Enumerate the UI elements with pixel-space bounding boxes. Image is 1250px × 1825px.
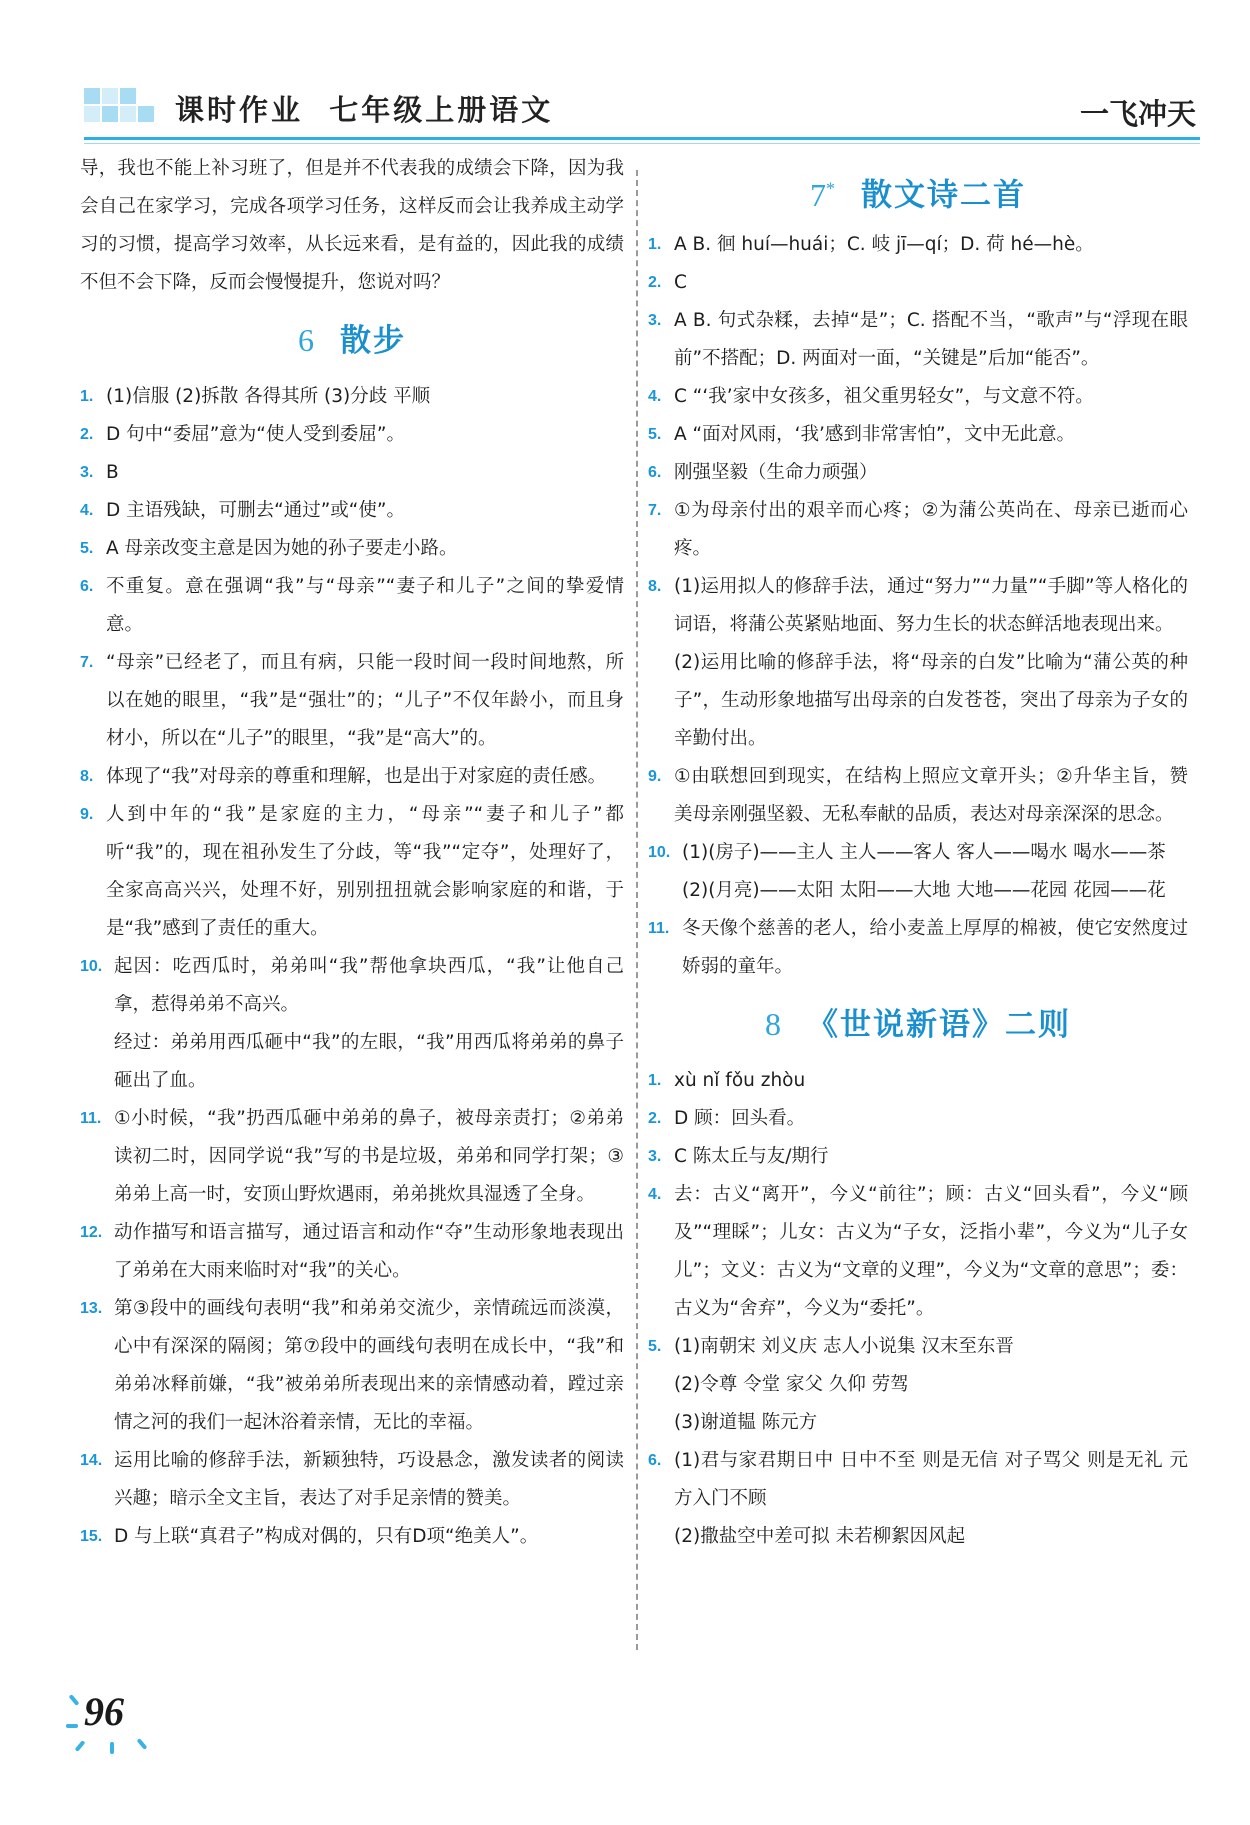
answer-text: (1)运用拟人的修辞手法，通过“努力”“力量”“手脚”等人格化的词语，将蒲公英紧贴地面、努力生长的状态鲜活地表现出来。 xyxy=(674,576,1188,635)
intro-paragraph: 导，我也不能上补习班了，但是并不代表我的成绩会下降，因为我会自己在家学习，完成各项学习任务，这样反而会让我养成主动学习的习惯，提高学习效率，从长远来看，是有益的，因此我的成绩不但不会下降，反而会慢慢提升，您说对吗？ xyxy=(80,158,624,293)
answer-item xyxy=(80,1024,624,1100)
answer-text: 第③段中的画线句表明“我”和弟弟交流少，亲情疏远而淡漠，心中有深深的隔阂；第⑦段中的画线句表明在成长中，“我”和弟弟冰释前嫌，“我”被弟弟所表现出来的亲情感动着，蹚过亲情之河的我们一起沐浴着亲情，无比的幸福。 xyxy=(114,1298,624,1433)
answer-text: ①为母亲付出的艰辛而心疼；②为蒲公英尚在、母亲已逝而心疼。 xyxy=(674,500,1188,559)
header-decoration xyxy=(84,88,154,136)
answer-number: 10. xyxy=(80,958,103,975)
answer-text: (1)(房子)——主人 主人——客人 客人——喝水 喝水——茶 xyxy=(682,842,1166,863)
answer-text: (1)南朝宋 刘义庆 志人小说集 汉末至东晋 xyxy=(674,1336,1014,1357)
answer-item xyxy=(80,454,624,492)
answer-text: 体现了“我”对母亲的尊重和理解，也是出于对家庭的责任感。 xyxy=(106,766,607,787)
answer-item xyxy=(80,644,624,758)
answer-text: ①由联想回到现实，在结构上照应文章开头；②升华主旨，赞美母亲刚强坚毅、无私奉献的品质，表达对母亲深深的思念。 xyxy=(674,766,1188,825)
answer-text: C “‘我’家中女孩多，祖父重男轻女”，与文意不符。 xyxy=(674,386,1094,407)
answer-item xyxy=(648,264,1188,302)
answer-number: 5. xyxy=(80,540,94,557)
answer-text: 经过：弟弟用西瓜砸中“我”的左眼，“我”用西瓜将弟弟的鼻子砸出了血。 xyxy=(114,1032,624,1091)
header-rule xyxy=(84,137,1200,140)
answer-item xyxy=(80,530,624,568)
answer-item xyxy=(80,1100,624,1214)
answer-number: 6. xyxy=(648,464,662,481)
answer-item xyxy=(648,910,1188,986)
answer-item xyxy=(80,1442,624,1518)
answer-item xyxy=(648,834,1188,872)
answer-number: 4. xyxy=(648,1186,662,1203)
answer-number: 1. xyxy=(648,1072,662,1089)
answer-number: 10. xyxy=(648,844,671,861)
answer-item xyxy=(648,302,1188,378)
answer-text: (2)(月亮)——太阳 太阳——大地 大地——花园 花园——花 xyxy=(682,880,1166,901)
page-number: 96 xyxy=(84,1689,124,1734)
answer-number: 11. xyxy=(648,920,670,937)
answer-text: ①小时候，“我”扔西瓜砸中弟弟的鼻子，被母亲责打；②弟弟读初二时，因同学说“我”写的书是垃圾，弟弟和同学打架；③弟弟上高一时，安顶山野炊遇雨，弟弟挑炊具湿透了全身。 xyxy=(114,1108,624,1205)
page-number-badge xyxy=(70,1680,180,1760)
answer-text: 去：古义“离开”，今义“前往”；顾：古义“回头看”，今义“顾及”“理睬”；儿女：古义为“子女，泛指小辈”，今义为“儿子女儿”；文义：古义为“文章的义理”，今义为“文章的意思”；委：古义为“舍弃”，今义为“委托”。 xyxy=(674,1184,1188,1319)
answer-text: B xyxy=(106,462,119,483)
answer-item xyxy=(648,454,1188,492)
answer-number: 4. xyxy=(648,388,662,405)
answer-item xyxy=(80,948,624,1024)
answer-text: (2)运用比喻的修辞手法，将“母亲的白发”比喻为“蒲公英的种子”，生动形象地描写出母亲的白发苍苍，突出了母亲为子女的辛勤付出。 xyxy=(674,652,1188,749)
answer-item xyxy=(80,416,624,454)
answer-item xyxy=(80,796,624,948)
answer-number: 6. xyxy=(648,1452,662,1469)
answer-item xyxy=(80,568,624,644)
section-8-answers xyxy=(648,1062,1188,1556)
answer-text: 不重复。意在强调“我”与“母亲”“妻子和儿子”之间的挚爱情意。 xyxy=(106,576,624,635)
section-star-mark: * xyxy=(826,178,835,198)
page-header xyxy=(0,0,1250,150)
answer-item xyxy=(648,1176,1188,1328)
answer-text: A “面对风雨，‘我’感到非常害怕”，文中无此意。 xyxy=(674,424,1075,445)
answer-number: 2. xyxy=(648,1110,662,1127)
answer-item xyxy=(648,492,1188,568)
answer-text: (3)谢道韫 陈元方 xyxy=(674,1412,818,1433)
section-8-title xyxy=(648,986,1188,1062)
section-6-answers xyxy=(80,378,624,1556)
answer-text: (2)令尊 令堂 家父 久仰 劳驾 xyxy=(674,1374,909,1395)
answer-text: A B. 徊 huí—huái；C. 岐 jī—qí；D. 荷 hé—hè。 xyxy=(674,234,1094,255)
answer-number: 9. xyxy=(648,768,662,785)
answer-item xyxy=(648,872,1188,910)
answer-text: D 主语残缺，可删去“通过”或“使”。 xyxy=(106,500,405,521)
answer-number: 3. xyxy=(80,464,94,481)
section-number: 6 xyxy=(298,322,314,358)
answer-item xyxy=(80,1290,624,1442)
answer-text: D 与上联“真君子”构成对偶的，只有D项“绝美人”。 xyxy=(114,1526,539,1547)
answer-text: (1)信服 (2)拆散 各得其所 (3)分歧 平顺 xyxy=(106,386,431,407)
answer-text: A B. 句式杂糅，去掉“是”；C. 搭配不当，“歌声”与“浮现在眼前”不搭配；D. 两面对一面，“关键是”后加“能否”。 xyxy=(674,310,1188,369)
answer-text: C 陈太丘与友/期行 xyxy=(674,1146,829,1167)
answer-item xyxy=(80,492,624,530)
answer-number: 13. xyxy=(80,1300,103,1317)
book-title: 课时作业 七年级上册语文 xyxy=(175,93,554,127)
answer-number: 9. xyxy=(80,806,94,823)
answer-item xyxy=(80,758,624,796)
answer-text: D 句中“委屈”意为“使人受到委屈”。 xyxy=(106,424,405,445)
answer-number: 3. xyxy=(648,1148,662,1165)
answer-number: 3. xyxy=(648,312,662,329)
section-number-digit: 7 xyxy=(810,176,826,213)
answer-item xyxy=(648,1100,1188,1138)
answer-number: 1. xyxy=(80,388,94,405)
answer-text: (1)君与家君期日中 日中不至 则是无信 对子骂父 则是无礼 元方入门不顾 xyxy=(674,1450,1188,1509)
brand-name: 一飞冲天 xyxy=(1079,97,1196,131)
answer-text: 冬天像个慈善的老人，给小麦盖上厚厚的棉被，使它安然度过娇弱的童年。 xyxy=(682,918,1188,977)
answer-number: 6. xyxy=(80,578,94,595)
answer-item xyxy=(648,1366,1188,1404)
answer-text: C xyxy=(674,272,687,293)
answer-number: 8. xyxy=(80,768,94,785)
answer-text: 起因：吃西瓜时，弟弟叫“我”帮他拿块西瓜，“我”让他自己拿，惹得弟弟不高兴。 xyxy=(114,956,624,1015)
answer-item xyxy=(80,378,624,416)
answer-number: 7. xyxy=(648,502,662,519)
answer-item xyxy=(648,568,1188,644)
answer-item xyxy=(648,226,1188,264)
section-name: 《世说新语》二则 xyxy=(807,1007,1071,1043)
answer-text: 刚强坚毅（生命力顽强） xyxy=(674,462,878,483)
section-number: 8 xyxy=(765,1006,781,1042)
answer-text: 人到中年的“我”是家庭的主力，“母亲”“妻子和儿子”都听“我”的，现在祖孙发生了分歧，等“我”“定夺”，处理好了，全家高高兴兴，处理不好，别别扭扭就会影响家庭的和谐，于是“我”感到了责任的重大。 xyxy=(106,804,624,939)
answer-number: 11. xyxy=(80,1110,102,1127)
answer-item xyxy=(648,1138,1188,1176)
answer-text: 动作描写和语言描写，通过语言和动作“夺”生动形象地表现出了弟弟在大雨来临时对“我”的关心。 xyxy=(114,1222,624,1281)
section-7-title xyxy=(648,150,1188,226)
answer-item xyxy=(648,644,1188,758)
answer-item xyxy=(648,1518,1188,1556)
answer-number: 2. xyxy=(80,426,94,443)
answer-number: 15. xyxy=(80,1528,103,1545)
section-name: 散文诗二首 xyxy=(861,177,1026,214)
answer-number: 4. xyxy=(80,502,94,519)
section-7-answers xyxy=(648,226,1188,986)
section-name: 散步 xyxy=(340,323,406,359)
answer-number: 2. xyxy=(648,274,662,291)
left-column xyxy=(80,150,624,1556)
answer-number: 8. xyxy=(648,578,662,595)
answer-text: “母亲”已经老了，而且有病，只能一段时间一段时间地熬，所以在她的眼里，“我”是“强壮”的；“儿子”不仅年龄小，而且身材小，所以在“儿子”的眼里，“我”是“高大”的。 xyxy=(106,652,624,749)
right-column xyxy=(648,150,1188,1556)
answer-item xyxy=(648,1404,1188,1442)
answer-item xyxy=(648,416,1188,454)
answer-item xyxy=(648,758,1188,834)
column-divider xyxy=(636,170,638,1650)
header-rule-thin xyxy=(84,143,1200,144)
section-6-title xyxy=(80,302,624,378)
answer-number: 5. xyxy=(648,1338,662,1355)
answer-text: 运用比喻的修辞手法，新颖独特，巧设悬念，激发读者的阅读兴趣；暗示全文主旨，表达了对手足亲情的赞美。 xyxy=(114,1450,624,1509)
answer-item xyxy=(80,1518,624,1556)
answer-number: 7. xyxy=(80,654,94,671)
answer-item xyxy=(648,1442,1188,1518)
answer-text: D 顾：回头看。 xyxy=(674,1108,806,1129)
answer-number: 14. xyxy=(80,1452,103,1469)
answer-item xyxy=(648,1328,1188,1366)
section-number xyxy=(810,177,835,213)
answer-number: 12. xyxy=(80,1224,103,1241)
answer-number: 1. xyxy=(648,236,662,253)
answer-text: xù nǐ fǒu zhòu xyxy=(674,1070,806,1091)
answer-item xyxy=(80,1214,624,1290)
answer-text: (2)撒盐空中差可拟 未若柳絮因风起 xyxy=(674,1526,966,1547)
answer-item xyxy=(648,1062,1188,1100)
answer-number: 5. xyxy=(648,426,662,443)
answer-item xyxy=(648,378,1188,416)
answer-text: A 母亲改变主意是因为她的孙子要走小路。 xyxy=(106,538,458,559)
